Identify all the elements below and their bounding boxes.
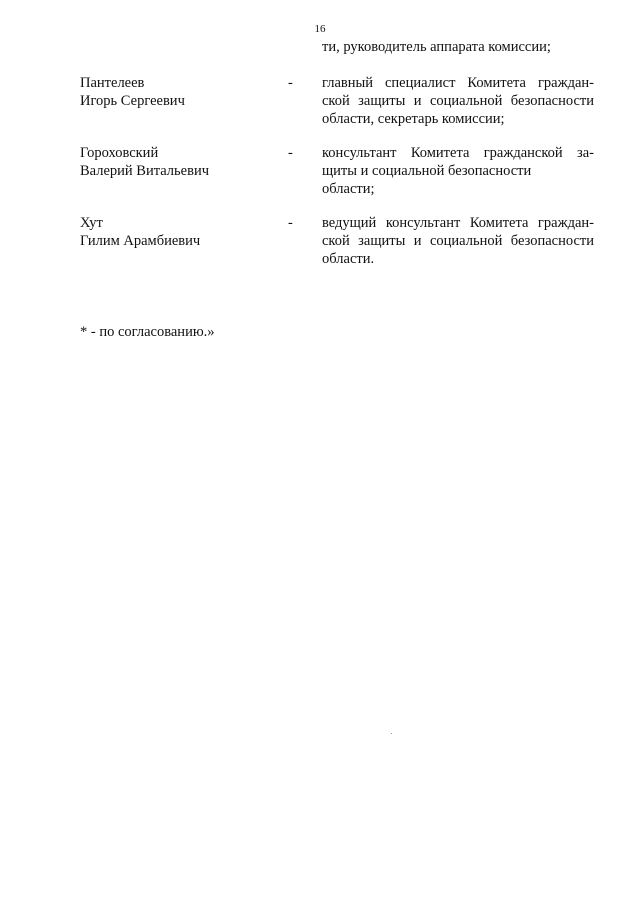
member-role-line: консультант Комитета гражданской за- [322,145,594,161]
member-role-line: области. [322,251,375,267]
member-role [322,74,594,128]
member-role-line: ской защиты и социальной безопасности [322,93,594,109]
footnote: * - по согласованию.» [80,324,215,340]
member-given-names: Игорь Сергеевич [80,93,185,109]
member-role [322,144,594,198]
member-dash: - [288,145,293,161]
member-role-line: ведущий консультант Комитета граждан- [322,215,594,231]
member-role [322,214,594,268]
member-name [80,74,185,110]
member-given-names: Валерий Витальевич [80,163,209,179]
member-surname: Хут [80,215,103,231]
page-number: 16 [314,23,326,35]
member-role-line: области, секретарь комиссии; [322,111,505,127]
member-surname: Гороховский [80,145,159,161]
member-role-line: щиты и социальной безопасности [322,163,532,179]
member-name [80,214,200,250]
member-role-line: главный специалист Комитета граждан- [322,75,594,91]
member-surname: Пантелеев [80,75,145,91]
member-given-names: Гилим Арамбиевич [80,233,201,249]
continuation-line: ти, руководитель аппарата комиссии; [322,39,551,55]
member-dash: - [288,75,293,91]
member-dash: - [288,215,293,231]
member-role-line: ской защиты и социальной безопасности [322,233,594,249]
member-role-line: области; [322,181,375,197]
scan-speck [391,733,392,734]
member-name [80,144,209,180]
